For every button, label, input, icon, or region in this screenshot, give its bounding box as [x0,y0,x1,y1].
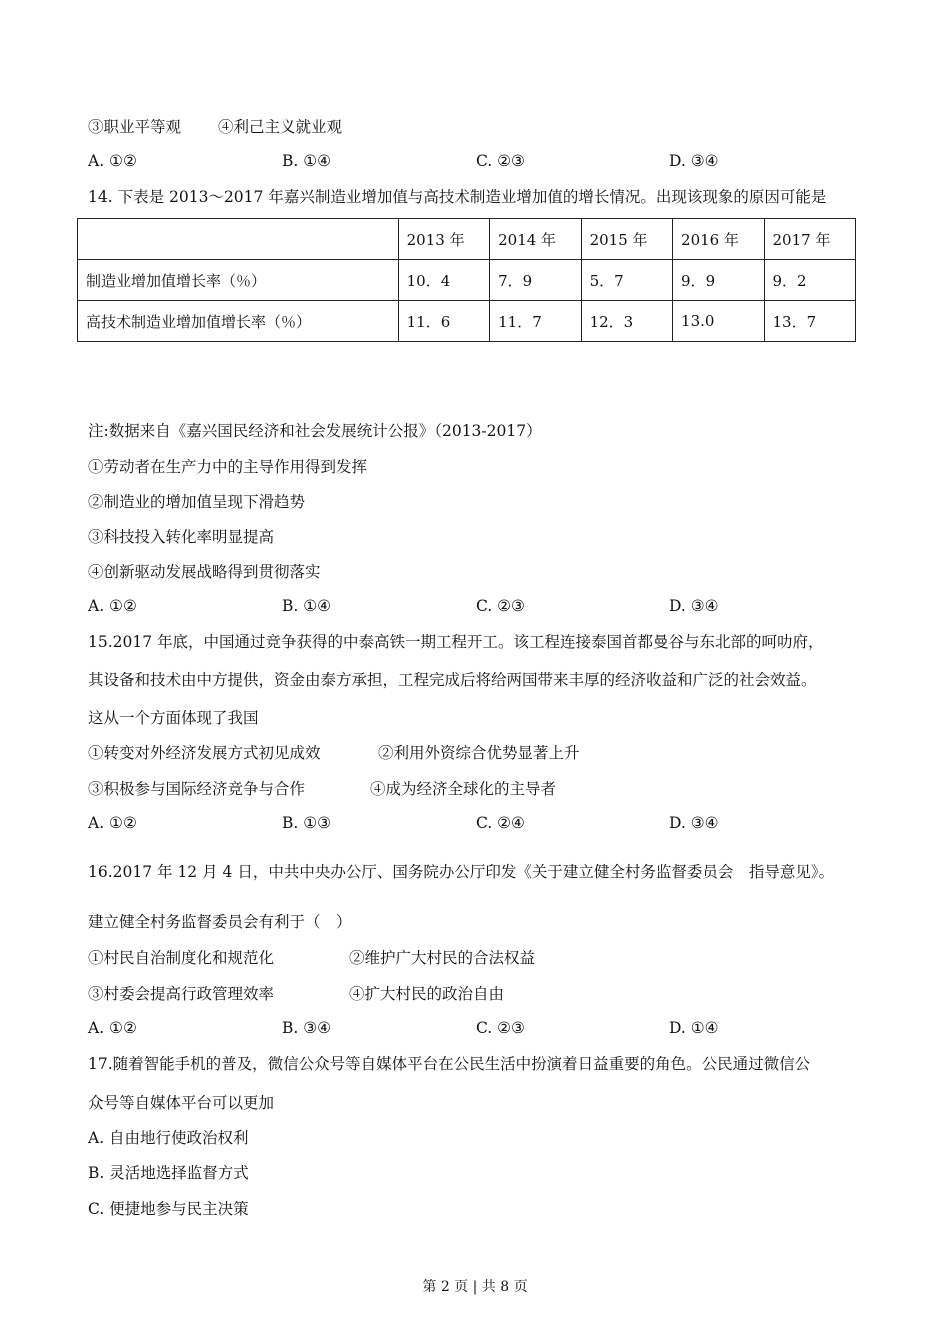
table-row [78,260,856,301]
table-cell: 7．9 [490,260,581,301]
table-cell: 高技术制造业增加值增长率（％） [78,301,399,342]
q17-stem: 众号等自媒体平台可以更加 [88,1094,275,1112]
q16-item: ④扩大村民的政治自由 [349,985,505,1003]
table-cell: 11．7 [490,301,581,342]
q15-item: ③积极参与国际经济竞争与合作 [88,780,306,798]
q14-note: 注:数据来自《嘉兴国民经济和社会发展统计公报》（2013-2017） [88,422,542,440]
q14-option-a: A. ①② [88,597,137,615]
table-cell: 9．9 [673,260,764,301]
q16-item: ②维护广大村民的合法权益 [349,949,536,967]
q16-option-a: A. ①② [88,1019,137,1037]
table-cell [78,219,399,260]
q13-option-d: D. ③④ [669,152,719,170]
table-header: 2016 年 [673,219,764,260]
q15-item: ①转变对外经济发展方式初见成效 [88,744,321,762]
q16-stem: 16.2017 年 12 月 4 日，中共中央办公厅、国务院办公厅印发《关于建立健全村务监督委员会 指导意见》。 [88,863,835,881]
table-cell: 制造业增加值增长率（％） [78,260,399,301]
table-header-row [78,219,856,260]
q14-item: ①劳动者在生产力中的主导作用得到发挥 [88,458,368,476]
growth-table [77,218,856,342]
table-header: 2014 年 [490,219,581,260]
q15-option-d: D. ③④ [669,814,719,832]
q16-option-b: B. ③④ [282,1019,332,1037]
q15-option-c: C. ②④ [476,814,525,832]
q17-option-c: C. 便捷地参与民主决策 [88,1200,249,1218]
q17-option-a: A. 自由地行使政治权利 [88,1129,249,1147]
table-header: 2013 年 [398,219,489,260]
page-footer: 第 2 页 | 共 8 页 [422,1279,528,1295]
q14-item: ②制造业的增加值呈现下滑趋势 [88,493,306,511]
q16-option-d: D. ①④ [669,1019,719,1037]
q13-option-b: B. ①④ [282,152,332,170]
table-cell: 10．4 [398,260,489,301]
q14-option-d: D. ③④ [669,597,719,615]
q13-option-c: C. ②③ [476,152,525,170]
q17-stem: 17.随着智能手机的普及，微信公众号等自媒体平台在公民生活中扮演着日益重要的角色。公民通过微信公 [88,1055,811,1073]
table-cell: 11．6 [398,301,489,342]
q16-item: ①村民自治制度化和规范化 [88,949,275,967]
table-row [78,301,856,342]
q14-option-b: B. ①④ [282,597,332,615]
q17-option-b: B. 灵活地选择监督方式 [88,1164,249,1182]
q15-option-b: B. ①③ [282,814,332,832]
table-cell: 12．3 [581,301,672,342]
q16-item: ③村委会提高行政管理效率 [88,985,275,1003]
q14-option-c: C. ②③ [476,597,525,615]
q15-stem: 这从一个方面体现了我国 [88,709,259,727]
q13-item-4: ④利己主义就业观 [218,118,343,136]
q14-item: ④创新驱动发展战略得到贯彻落实 [88,563,321,581]
q15-option-a: A. ①② [88,814,137,832]
table-cell: 13．7 [764,301,855,342]
q15-stem: 其设备和技术由中方提供，资金由泰方承担，工程完成后将给两国带来丰厚的经济收益和广泛的社会效益。 [88,671,817,689]
q15-item: ④成为经济全球化的主导者 [370,780,557,798]
table-header: 2017 年 [764,219,855,260]
q16-option-c: C. ②③ [476,1019,525,1037]
table-cell: 13.0 [673,301,764,342]
q15-stem: 15.2017 年底，中国通过竞争获得的中泰高铁一期工程开工。该工程连接泰国首都曼谷与东北部的呵叻府， [88,633,824,651]
q13-item-3: ③职业平等观 [88,118,182,136]
table-header: 2015 年 [581,219,672,260]
q13-option-a: A. ①② [88,152,137,170]
q15-item: ②利用外资综合优势显著上升 [378,744,580,762]
q16-stem: 建立健全村务监督委员会有利于（ ） [88,913,352,931]
q14-item: ③科技投入转化率明显提高 [88,528,275,546]
table-cell: 5．7 [581,260,672,301]
table-cell: 9．2 [764,260,855,301]
q14-stem: 14. 下表是 2013～2017 年嘉兴制造业增加值与高技术制造业增加值的增长情况。出现该现象的原因可能是 [88,188,827,206]
